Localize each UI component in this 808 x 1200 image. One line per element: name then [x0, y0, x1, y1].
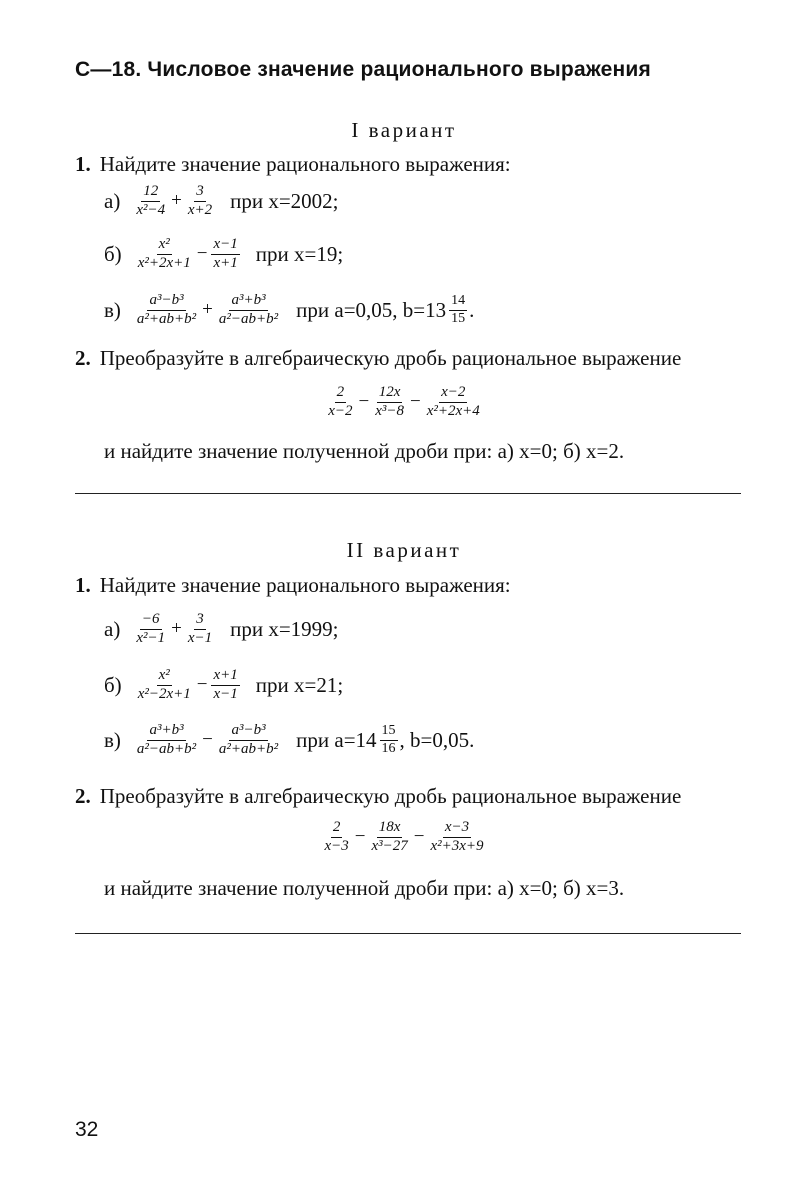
fraction — [135, 723, 198, 758]
fraction — [134, 184, 167, 219]
task-text: Найдите значение рационального выражения: — [99, 152, 511, 176]
denominator: x−1 — [187, 629, 213, 646]
operator: − — [410, 391, 421, 413]
numerator: x−3 — [443, 820, 471, 838]
fraction — [326, 385, 354, 420]
variant-1-item-b — [104, 237, 343, 272]
task-text: Преобразуйте в алгебраическую дробь рациональное выражение — [99, 346, 682, 370]
variant-2-heading: II вариант — [346, 538, 462, 562]
numerator: 2 — [335, 385, 347, 403]
numerator: a³+b³ — [229, 293, 267, 311]
variant-2-item-a — [104, 612, 339, 647]
numerator: 12 — [141, 184, 160, 202]
item-label: б) — [104, 672, 122, 697]
operator: − — [413, 826, 425, 848]
fraction — [211, 668, 239, 703]
numerator: a³−b³ — [147, 293, 185, 311]
variant-2-task-2 — [75, 784, 681, 809]
fraction — [134, 612, 167, 647]
denominator: x−3 — [324, 837, 349, 854]
variant-2-task-2-follow-up: и найдите значение полученной дроби при: а) x=0; б) x=3. — [104, 876, 625, 900]
task-number: 2. — [75, 346, 91, 370]
fraction — [186, 612, 214, 647]
variant-2-expression — [0, 820, 808, 855]
fraction — [425, 385, 482, 420]
denominator: x²−2x+1 — [137, 685, 191, 702]
numerator: x−2 — [439, 385, 467, 403]
mixed-fraction — [380, 724, 398, 756]
denominator: x³−8 — [375, 402, 404, 419]
condition-text: при a=14 — [296, 727, 377, 752]
numerator: 12x — [377, 385, 403, 403]
numerator: −6 — [140, 612, 162, 630]
variant-1-item-c — [104, 293, 474, 328]
variant-1-task-1 — [75, 152, 511, 177]
fraction — [136, 668, 193, 703]
denominator: x²−1 — [136, 629, 166, 646]
fraction — [217, 293, 280, 328]
mixed-fraction — [449, 294, 467, 326]
denominator: x²+2x+1 — [137, 254, 191, 271]
operator: − — [358, 391, 370, 413]
numerator: 18x — [377, 820, 403, 838]
variant-1-task-2 — [75, 346, 681, 371]
denominator: 15 — [451, 310, 466, 326]
denominator: x²+3x+9 — [430, 837, 484, 854]
variant-1-expression — [0, 385, 808, 420]
variant-1-task-2-follow-up: и найдите значение полученной дроби при: а) x=0; б) x=2. — [104, 439, 625, 463]
condition: при x=21; — [255, 672, 344, 697]
numerator: x+1 — [211, 668, 239, 686]
variant-1-heading: I вариант — [351, 118, 457, 142]
denominator: x²+2x+4 — [426, 402, 480, 419]
condition: при x=1999; — [230, 616, 339, 641]
item-label: в) — [104, 727, 121, 752]
denominator: x+1 — [213, 254, 238, 271]
divider-line — [75, 933, 741, 934]
denominator: x+2 — [187, 201, 213, 218]
denominator: x−2 — [328, 402, 353, 419]
numerator: x−1 — [211, 237, 239, 255]
denominator: a²−ab+b² — [218, 310, 279, 327]
condition-text: при a=0,05, b=13 — [296, 297, 447, 322]
denominator: x³−27 — [371, 837, 408, 854]
item-label: в) — [104, 297, 121, 322]
task-number: 2. — [75, 784, 91, 808]
item-label: б) — [104, 241, 122, 266]
denominator: x²−4 — [136, 201, 166, 218]
variant-2-task-1 — [75, 573, 511, 598]
operator: − — [196, 243, 208, 265]
operator: − — [202, 729, 213, 751]
task-number: 1. — [75, 573, 91, 597]
item-label: а) — [104, 188, 121, 213]
condition — [296, 724, 474, 756]
numerator: a³+b³ — [147, 723, 185, 741]
fraction — [373, 385, 406, 420]
numerator: 3 — [194, 612, 206, 630]
operator: − — [354, 826, 366, 848]
operator: + — [202, 299, 213, 321]
condition: при x=2002; — [230, 188, 339, 213]
fraction — [428, 820, 485, 855]
task-number: 1. — [75, 152, 91, 176]
fraction — [211, 237, 239, 272]
page-number: 32 — [75, 1118, 99, 1141]
numerator: x² — [157, 237, 172, 255]
denominator: a²+ab+b² — [136, 310, 197, 327]
numerator: 3 — [194, 184, 206, 202]
section-title: С—18. Числовое значение рационального выражения — [75, 58, 651, 81]
variant-1-item-a — [104, 184, 339, 219]
denominator: a²−ab+b² — [136, 740, 197, 757]
condition-tail: , b=0,05. — [399, 727, 475, 752]
operator: − — [196, 674, 208, 696]
condition-tail: . — [469, 297, 475, 322]
numerator: x² — [157, 668, 172, 686]
numerator: 14 — [449, 294, 467, 311]
divider-line — [75, 493, 741, 494]
condition — [296, 294, 474, 326]
denominator: a²+ab+b² — [218, 740, 279, 757]
operator: + — [171, 190, 182, 212]
denominator: 16 — [381, 740, 396, 756]
numerator: 2 — [331, 820, 343, 838]
fraction — [135, 293, 198, 328]
variant-2-item-b — [104, 668, 343, 703]
fraction — [217, 723, 280, 758]
operator: + — [171, 618, 182, 640]
fraction — [186, 184, 214, 219]
fraction — [136, 237, 193, 272]
denominator: x−1 — [213, 685, 238, 702]
fraction — [369, 820, 409, 855]
variant-2-item-c — [104, 723, 474, 758]
item-label: а) — [104, 616, 121, 641]
task-text: Найдите значение рационального выражения: — [99, 573, 511, 597]
numerator: a³−b³ — [229, 723, 267, 741]
fraction — [322, 820, 350, 855]
task-text: Преобразуйте в алгебраическую дробь рациональное выражение — [99, 784, 682, 808]
condition: при x=19; — [255, 241, 344, 266]
numerator: 15 — [380, 724, 398, 741]
